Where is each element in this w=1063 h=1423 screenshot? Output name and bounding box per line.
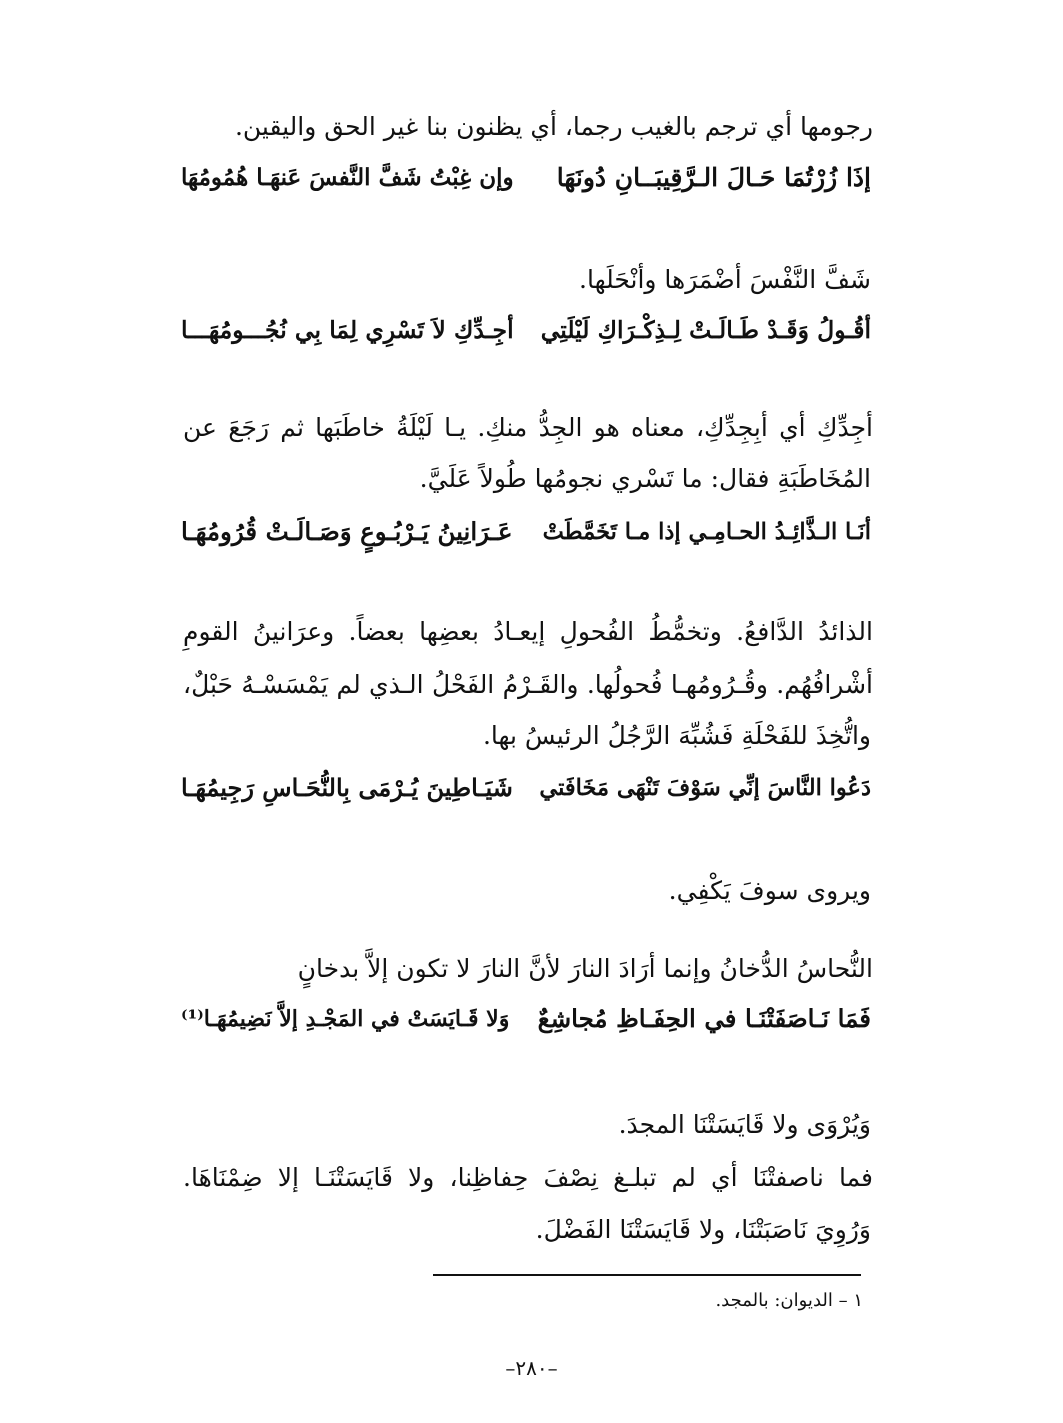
prose-line: المُخَاطَبَةِ فقال: ما تَسْري نجومُها طُولاً عَلَيَّ.: [419, 464, 871, 493]
verse-second-hemistich: وإن غِبْتُ شَفَّ النَّفسَ عَنهَـا هُمُومُهَا: [181, 164, 514, 191]
prose-line: وَرُوِيَ نَاصَبَتْنَا، ولا قَايَسَتْنَا الفَضْلَ.: [535, 1215, 871, 1244]
verse-line: [181, 310, 871, 350]
verse-line: [181, 512, 871, 552]
prose-line: رجومها أي ترجم بالغيب رجما، أي يظنون بنا غير الحق واليقين.: [234, 112, 873, 141]
page-number: –٢٨٠–: [505, 1356, 558, 1380]
prose-line: الذائدُ الدَّافعُ. وتخمُّطُ الفُحولِ إيعـادُ بعضِها بعضاً. وعرَانينُ القومِ: [183, 617, 873, 646]
verse-line: [181, 999, 871, 1039]
verse-second-hemistich: وَلا قَـايَسَتْ في المَجْـدِ إلاَّ نَضِيمُهَـا⁽¹⁾: [181, 1006, 510, 1032]
verse-first-hemistich: أنَـا الـذَّائِـدُ الحـامِـي إذا مـا تَخَمَّطَتْ: [542, 519, 871, 545]
prose-line: واتُّخِذَ للفَحْلَةِ فَشُبِّهَ الرَّجُلُ الرئيسُ بها.: [482, 721, 871, 750]
prose-line: ويروى سوفَ يَكْفِي.: [668, 876, 871, 905]
verse-second-hemistich: عَـرَانِينُ يَـرْبُـوعٍ وَصَـالَـتْ قُرُومُهَـا: [181, 517, 513, 546]
verse-first-hemistich: إذَا زُرْتُمَا حَـالَ الـرَّقِيبَــانِ دُونَهَا: [556, 163, 871, 192]
prose-line: وَيُرْوَى ولا قَايَسَتْنَا المجدَ.: [618, 1110, 871, 1139]
prose-line: فما ناصفتْنَا أي لم تبلـغ نِصْفَ حِفاظِنا، ولا قَايَسَتْنَـا إلا ضِمْنَاهَا.: [183, 1163, 873, 1192]
verse-first-hemistich: فَمَا نَـاصَفَتْنَـا في الحِفَـاظِ مُجاشِعٌ: [537, 1004, 871, 1033]
footnote: ١ – الديوان: بالمجد.: [715, 1290, 863, 1311]
prose-line: شَفَّ النَّفْسَ أضْمَرَها وأنْحَلَها.: [579, 265, 871, 294]
verse-first-hemistich: أقُـولُ وَقَـدْ طَـالَـتْ لِـذِكْـرَاكِ لَيْلَتِي: [540, 316, 871, 344]
verse-line: [181, 768, 871, 808]
prose-line: النُّحاسُ الدُّخانُ وإنما أرَادَ النارَ لأنَّ النارَ لا تكون إلاَّ بدخانٍ: [297, 954, 873, 983]
verse-second-hemistich: شَيَـاطِينَ يُـرْمَى بِالنُّحَـاسِ رَجِيمُهَـا: [181, 773, 513, 802]
prose-line: أجِدِّكِ أي أبِجِدِّكِ، معناه هو الجِدُّ منكِ. يـا لَيْلَةُ خاطَبَها ثم رَجَعَ عن: [183, 413, 873, 442]
verse-line: [181, 158, 871, 198]
verse-second-hemistich: أجِـدِّكِ لاَ تَسْرِي لِمَا بِي نُجُـــومُهَـــا: [181, 316, 514, 344]
verse-first-hemistich: دَعُوا النَّاسَ إنِّي سَوْفَ تَنْهَى مَخَافَتي: [539, 775, 871, 801]
prose-line: أشْرافُهُم. وقُـرُومُهـا فُحولُها. والقَـرْمُ الفَحْلُ الـذي لم يَمْسَسْـهُ حَبْلٌ،: [183, 670, 873, 699]
footnote-separator: [433, 1274, 861, 1276]
